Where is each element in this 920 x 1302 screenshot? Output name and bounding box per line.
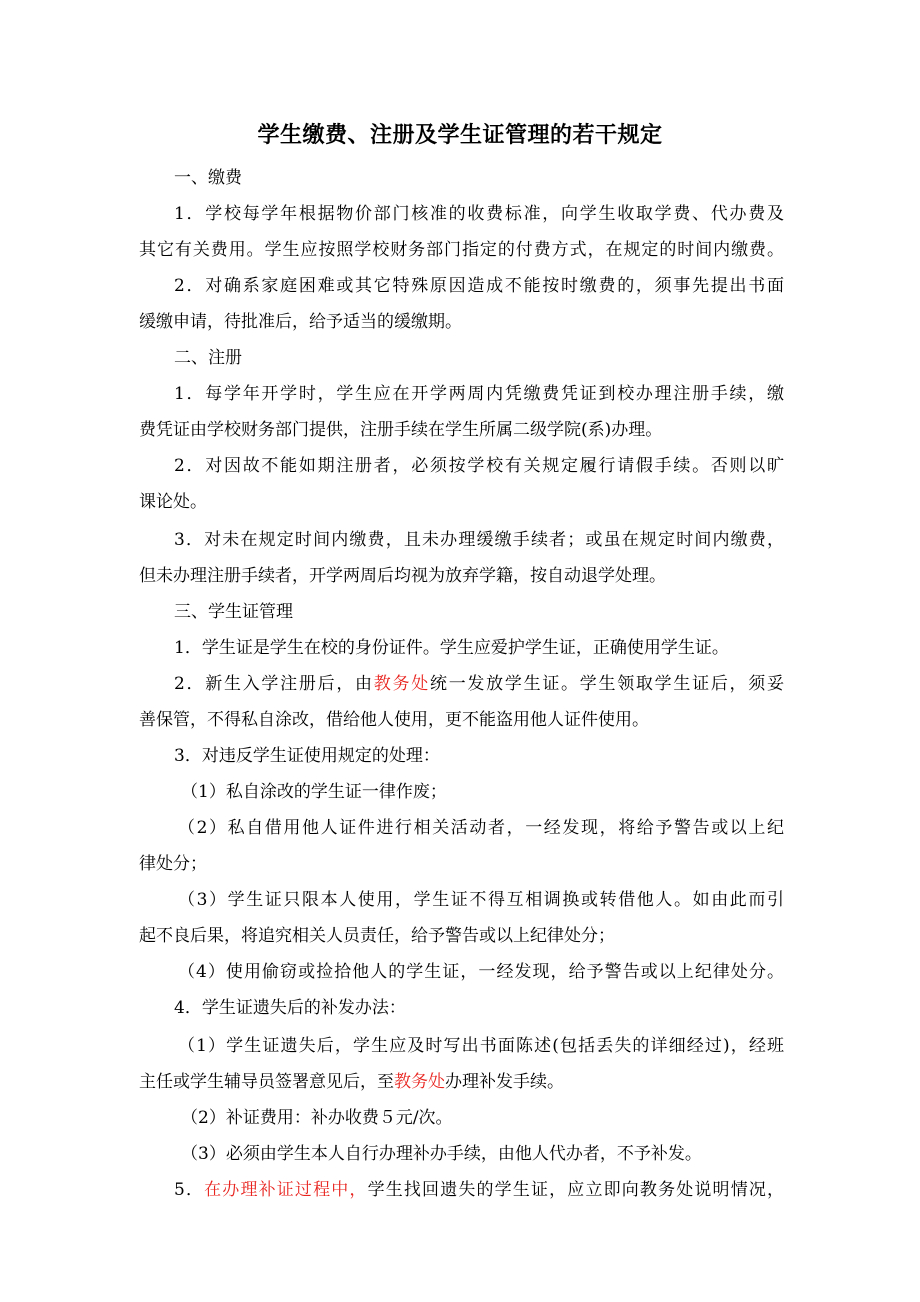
text-run: 统一发放学生证。学生领取学生证后，须妥 (429, 674, 785, 694)
paragraph-line: 1．学校每学年根据物价部门核准的收费标准，向学生收取学费、代办费及 (174, 204, 784, 224)
paragraph-line: （2）补证费用：补办收费５元/次。 (181, 1108, 453, 1128)
paragraph-line: （3）必须由学生本人自行办理补办手续，由他人代办者，不予补发。 (181, 1144, 702, 1164)
paragraph-line: 课论处。 (139, 492, 207, 512)
paragraph-line: 1．学生证是学生在校的身份证件。学生应爱护学生证，正确使用学生证。 (174, 638, 729, 658)
highlighted-text: 在办理补证过程中， (204, 1180, 368, 1200)
paragraph-line: 费凭证由学校财务部门提供，注册手续在学生所属二级学院(系)办理。 (139, 420, 663, 440)
paragraph-line: （1）学生证遗失后，学生应及时写出书面陈述(包括丢失的详细经过)，经班 (178, 1036, 784, 1056)
paragraph-line (174, 674, 784, 694)
paragraph-line: （4）使用偷窃或捡拾他人的学生证，一经发现，给予警告或以上纪律处分。 (178, 962, 784, 982)
paragraph-line: 缓缴申请，待批准后，给予适当的缓缴期。 (139, 312, 462, 332)
paragraph-line: 律处分； (139, 854, 207, 874)
paragraph-line: 其它有关费用。学生应按照学校财务部门指定的付费方式，在规定的时间内缴费。 (139, 240, 784, 260)
paragraph-line (139, 1072, 784, 1092)
section-heading-registration: 二、注册 (174, 348, 242, 368)
text-run: 主任或学生辅导员签署意见后，至 (139, 1072, 394, 1092)
paragraph-line: （2）私自借用他人证件进行相关活动者，一经发现，将给予警告或以上纪 (178, 818, 784, 838)
highlighted-text: 教务处 (373, 674, 430, 694)
paragraph-line: （3）学生证只限本人使用，学生证不得互相调换或转借他人。如由此而引 (178, 890, 784, 910)
text-run: 2．新生入学注册后，由 (174, 674, 374, 694)
text-run: 学生找回遗失的学生证，应立即向教务处说明情况， (367, 1180, 785, 1200)
paragraph-line: 3．对违反学生证使用规定的处理： (174, 746, 440, 766)
paragraph-line: 善保管，不得私自涂改，借给他人使用，更不能盗用他人证件使用。 (139, 710, 649, 730)
text-run: 办理补发手续。 (445, 1072, 564, 1092)
section-heading-payment: 一、缴费 (174, 168, 242, 188)
paragraph-line: 但未办理注册手续者，开学两周后均视为放弃学籍，按自动退学处理。 (139, 566, 666, 586)
paragraph-line (174, 1180, 784, 1200)
document-title: 学生缴费、注册及学生证管理的若干规定 (257, 123, 663, 148)
highlighted-text: 教务处 (394, 1072, 445, 1092)
paragraph-line: 4．学生证遗失后的补发办法： (174, 998, 406, 1018)
section-heading-student-id: 三、学生证管理 (174, 602, 293, 622)
paragraph-line: （1）私自涂改的学生证一律作废； (181, 782, 447, 802)
paragraph-line: 2．对因故不能如期注册者，必须按学校有关规定履行请假手续。否则以旷 (174, 456, 784, 476)
paragraph-line: 2．对确系家庭困难或其它特殊原因造成不能按时缴费的，须事先提出书面 (174, 276, 784, 296)
paragraph-line: 起不良后果，将追究相关人员责任，给予警告或以上纪律处分； (139, 926, 615, 946)
paragraph-line: 3．对未在规定时间内缴费，且未办理缓缴手续者；或虽在规定时间内缴费， (174, 530, 784, 550)
text-run: 5． (174, 1180, 205, 1200)
paragraph-line: 1．每学年开学时，学生应在开学两周内凭缴费凭证到校办理注册手续，缴 (174, 384, 784, 404)
